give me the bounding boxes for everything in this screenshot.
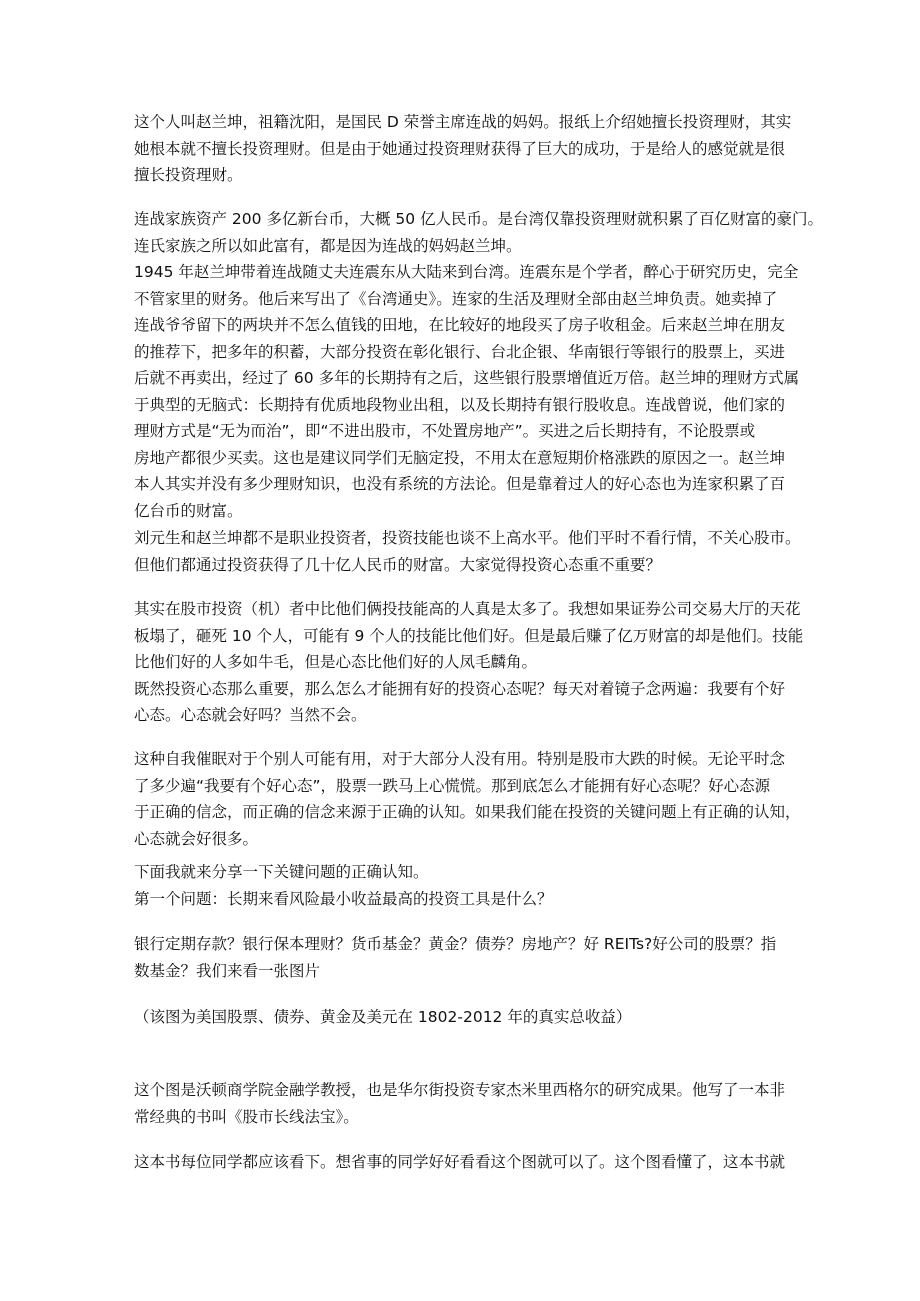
text-line: 这个人叫赵兰坤，祖籍沈阳，是国民 D 荣誉主席连战的妈妈。报纸上介绍她擅长投资理财，其实 [134,113,792,131]
paragraph-jeremy-siegel [134,1077,804,1130]
text-line: 常经典的书叫《股市长线法宝》。 [134,1107,359,1126]
text-line: 本人其实并没有多少理财知识，也没有系统的方法论。但是靠着过人的好心态也为连家积累了百 [134,475,786,493]
text-line: 第一个问题：长期来看风险最小收益最高的投资工具是什么？ [134,889,553,908]
text-line: 比他们好的人多如牛毛，但是心态比他们好的人凤毛麟角。 [134,653,538,671]
text-line: 数基金？我们来看一张图片 [134,961,321,980]
text-line: 下面我就来分享一下关键问题的正确认知。 [134,863,429,881]
text-line: 但他们都通过投资获得了几十亿人民币的财富。大家觉得投资心态重不重要？ [134,555,662,574]
text-line: 于正确的信念，而正确的信念来源于正确的认知。如果我们能在投资的关键问题上有正确的认知， [134,803,801,821]
text-line: 不管家里的财务。他后来写出了《台湾通史》。连家的生活及理财全部由赵兰坤负责。她卖掉了 [134,289,778,308]
text-line: 连战家族资产 200 多亿新台币，大概 50 亿人民币。是台湾仅靠投资理财就积累了百亿财富的豪门。 [134,210,824,228]
text-line: 这个图是沃顿商学院金融学教授，也是华尔街投资专家杰米里西格尔的研究成果。他写了一本非 [134,1081,786,1099]
paragraph-liu-yuansheng [134,525,804,578]
paragraph-book-recommendation [134,1149,804,1176]
paragraph-self-hypnosis [134,746,804,852]
text-line: 板塌了，砸死 10 个人，可能有 9 个人的技能比他们好。但是最后赚了亿万财富的却是他们。技能 [134,626,804,645]
text-line: 她根本就不擅长投资理财。但是由于她通过投资理财获得了巨大的成功，于是给人的感觉就是很 [134,139,786,158]
text-line: 这本书每位同学都应该看下。想省事的同学好好看看这个图就可以了。这个图看懂了，这本书就 [134,1153,786,1171]
text-line: （该图为美国股票、债券、黄金及美元在 1802-2012 年的真实总收益） [134,1008,632,1026]
text-line: 连氏家族之所以如此富有，都是因为连战的妈妈赵兰坤。 [134,236,522,255]
text-line: 连战爷爷留下的两块并不怎么值钱的田地，在比较好的地段买了房子收租金。后来赵兰坤在朋友 [134,316,786,334]
text-line: 心态就会好很多。 [134,829,259,848]
text-line: 亿台币的财富。 [134,501,243,520]
text-line: 于典型的无脑式：长期持有优质地段物业出租，以及长期持有银行股收息。连战曾说，他们家的 [134,395,786,414]
paragraph-lian-family-wealth [134,206,824,524]
paragraph-zhao-lankun-intro [134,109,804,189]
text-line: 既然投资心态那么重要，那么怎么才能拥有好的投资心态呢？每天对着镜子念两遍：我要有个好 [134,679,786,698]
text-line: 这种自我催眠对于个别人可能有用，对于大部分人没有用。特别是股市大跌的时候。无论平时念 [134,750,786,768]
text-line: 后就不再卖出，经过了 60 多年的长期持有之后，这些银行股票增值近万倍。赵兰坤的理财方式属 [134,369,800,387]
text-line: 刘元生和赵兰坤都不是职业投资者，投资技能也谈不上高水平。他们平时不看行情，不关心股市。 [134,529,801,547]
text-line: 了多少遍“我要有个好心态”，股票一跌马上心慌慌。那到底怎么才能拥有好心态呢？好心态源 [134,776,771,795]
figure-caption [134,1004,804,1031]
paragraph-first-question [134,859,804,912]
paragraph-investment-options [134,931,804,984]
paragraph-investment-mindset [134,596,804,729]
text-line: 擅长投资理财。 [134,166,243,184]
text-line: 其实在股市投资（机）者中比他们俩投技能高的人真是太多了。我想如果证券公司交易大厅的天花 [134,600,801,618]
text-line: 1945 年赵兰坤带着连战随丈夫连震东从大陆来到台湾。连震东是个学者，醉心于研究历史，完全 [134,263,799,281]
text-line: 房地产都很少买卖。这也是建议同学们无脑定投，不用太在意短期价格涨跌的原因之一。赵兰坤 [134,448,786,467]
text-line: 的推荐下，把多年的积蓄，大部分投资在彰化银行、台北企银、华南银行等银行的股票上，买进 [134,342,786,361]
text-line: 银行定期存款？银行保本理财？货币基金？黄金？债券？房地产？好 REITs?好公司的股票？指 [134,935,777,953]
text-line: 理财方式是“无为而治”，即“不进出股市，不处置房地产”。买进之后长期持有，不论股票或 [134,422,756,440]
text-line: 心态。心态就会好吗？当然不会。 [134,706,367,724]
